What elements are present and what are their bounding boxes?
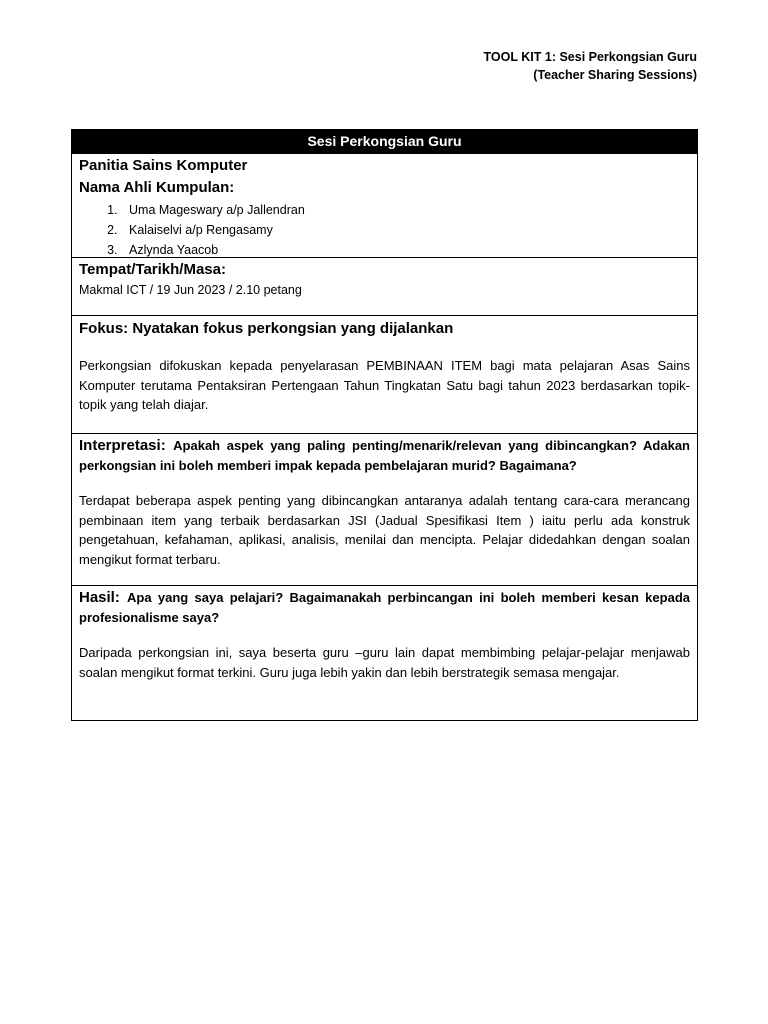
members-label: Nama Ahli Kumpulan:: [79, 179, 235, 196]
interpretasi-question: Apakah aspek yang paling penting/menarik/relevan yang dibincangkan? Adakan perkongsian ini boleh memberi impak kepada pembelajaran murid? Bagaimana?: [79, 438, 690, 473]
fokus-text: Perkongsian difokuskan kepada penyelarasan PEMBINAAN ITEM bagi mata pelajaran Asas Sains Komputer terutama Pentaksiran Pertengaan Tahun Tingkatan Satu bagi tahun 2023 berdasarkan topik-topik yang telah diajar.: [79, 358, 690, 412]
interpretasi-heading: [79, 436, 690, 476]
panitia-section: [72, 153, 697, 257]
hasil-heading: [79, 588, 690, 628]
list-item: 3. Azlynda Yaacob: [121, 240, 690, 260]
form-title: Sesi Perkongsian Guru: [72, 130, 697, 153]
interpretasi-section: [72, 433, 697, 585]
members-list: [79, 200, 690, 260]
document-header-note: [484, 48, 697, 84]
list-item: 2. Kalaiselvi a/p Rengasamy: [121, 220, 690, 240]
interpretasi-label: Interpretasi:: [79, 437, 166, 454]
hasil-question: Apa yang saya pelajari? Bagaimanakah perbincangan ini boleh memberi kesan kepada profesionalisme saya?: [79, 590, 690, 625]
fokus-section: [72, 315, 697, 433]
sharing-session-form: [71, 129, 698, 721]
tempat-section: [72, 257, 697, 315]
fokus-label: Fokus: Nyatakan fokus perkongsian yang dijalankan: [79, 320, 454, 337]
tempat-label: Tempat/Tarikh/Masa:: [79, 261, 226, 278]
header-line-1: TOOL KIT 1: Sesi Perkongsian Guru: [483, 50, 697, 64]
hasil-section: [72, 585, 697, 721]
list-item: 1. Uma Mageswary a/p Jallendran: [121, 200, 690, 220]
hasil-text: Daripada perkongsian ini, saya beserta guru –guru lain dapat membimbing pelajar-pelajar menjawab soalan mengikut format terkini. Guru juga lebih yakin dan lebih berstrategik semasa mengajar.: [79, 645, 690, 680]
hasil-label: Hasil:: [79, 589, 120, 606]
tempat-value: Makmal ICT / 19 Jun 2023 / 2.10 petang: [79, 283, 302, 297]
header-line-2: (Teacher Sharing Sessions): [533, 68, 697, 82]
interpretasi-text: Terdapat beberapa aspek penting yang dibincangkan antaranya adalah tentang cara-cara merancang pembinaan item yang terbaik berdasarkan JSI (Jadual Spesifikasi Item ) iaitu perlu ada konstruk pengetahuan, kefahaman, aplikasi, analisis, menilai dan mencipta. Pelajar didedahkan dengan soalan mengikut format terbaru.: [79, 493, 690, 567]
panitia-name: Panitia Sains Komputer: [79, 157, 248, 174]
